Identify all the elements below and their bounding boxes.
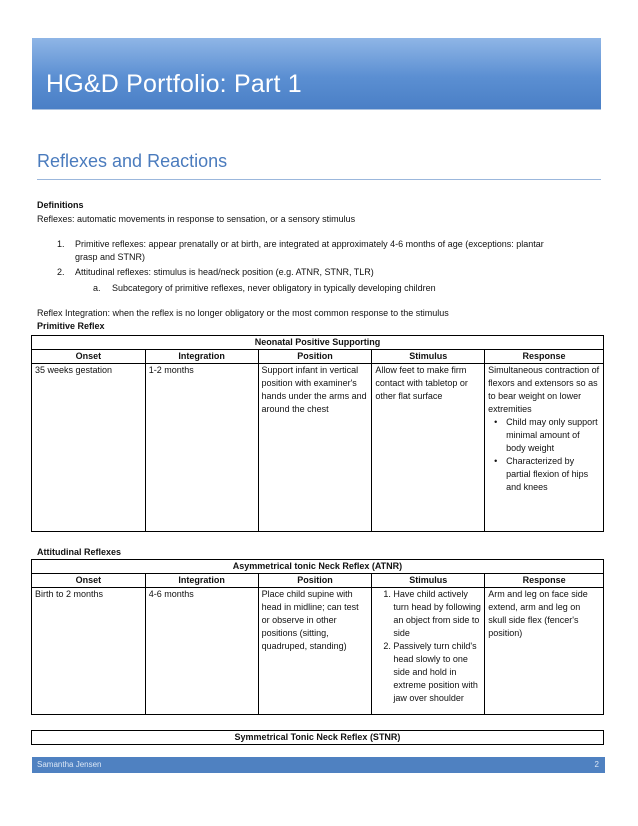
primitive-reflex-definition-line1: Primitive reflexes: appear prenatally or at birth, are integrated at approximately 4-6 months of age (exceptions: plantar [75,239,544,249]
list-item: • Child may only support minimal amount of body weight [500,416,600,455]
list-item: 1. Have child actively turn head by following an object from side to side [393,588,481,640]
stimulus-cell: Allow feet to make firm contact with tabletop or other flat surface [372,364,485,532]
column-header: Stimulus [372,574,485,588]
onset-cell: Birth to 2 months [32,588,146,715]
response-cell [485,364,604,532]
list-number-2: 2. [57,267,65,277]
stimulus-cell [372,588,485,715]
list-item: • Characterized by partial flexion of hips and knees [500,455,600,494]
table-header-row [32,574,604,588]
subcategory-definition: Subcategory of primitive reflexes, never obligatory in typically developing children [112,283,436,293]
onset-cell: 35 weeks gestation [32,364,146,532]
position-cell: Support infant in vertical position with examiner's hands under the arms and around the chest [258,364,372,532]
attitudinal-reflex-definition: Attitudinal reflexes: stimulus is head/neck position (e.g. ATNR, STNR, TLR) [75,267,374,277]
stnr-table [31,730,604,745]
table-title: Symmetrical Tonic Neck Reflex (STNR) [32,731,604,745]
list-number-1: 1. [57,239,65,249]
position-cell: Place child supine with head in midline; can test or observe in other positions (sitting, quadruped, standing) [258,588,372,715]
primitive-reflex-heading: Primitive Reflex [37,321,105,331]
page-number: 2 [594,760,599,769]
primitive-reflex-definition-line2: grasp and STNR) [75,252,146,262]
table-title: Asymmetrical tonic Neck Reflex (ATNR) [32,560,604,574]
column-header: Stimulus [372,350,485,364]
column-header: Onset [32,574,146,588]
column-header: Position [258,350,372,364]
column-header: Response [485,350,604,364]
attitudinal-reflexes-heading: Attitudinal Reflexes [37,547,122,557]
neonatal-positive-supporting-table [31,335,604,532]
integration-cell: 4-6 months [145,588,258,715]
author-name: Samantha Jensen [37,760,102,769]
stimulus-list [375,588,481,705]
atnr-table [31,559,604,715]
definitions-heading: Definitions [37,200,84,210]
reflexes-definition: Reflexes: automatic movements in response to sensation, or a sensory stimulus [37,214,356,224]
column-header: Position [258,574,372,588]
list-item: 2. Passively turn child's head slowly to one side and hold in extreme position with jaw over shoulder [393,640,481,705]
table-header-row [32,350,604,364]
column-header: Integration [145,574,258,588]
sublist-letter-a: a. [93,283,101,293]
response-text: Simultaneous contraction of flexors and extensors so as to bear weight on lower extremities [488,365,600,414]
page-title: HG&D Portfolio: Part 1 [46,70,302,98]
table-row [32,588,604,715]
column-header: Response [485,574,604,588]
integration-cell: 1-2 months [145,364,258,532]
page-footer [32,757,605,773]
table-row [32,364,604,532]
reflex-integration-definition: Reflex Integration: when the reflex is no longer obligatory or the most common response to the stimulus [37,308,449,318]
response-cell: Arm and leg on face side extend, arm and leg on skull side flex (fencer's position) [485,588,604,715]
response-bullets [488,416,600,494]
column-header: Integration [145,350,258,364]
table-title: Neonatal Positive Supporting [32,336,604,350]
section-title: Reflexes and Reactions [37,151,601,180]
title-banner [32,38,601,110]
column-header: Onset [32,350,146,364]
